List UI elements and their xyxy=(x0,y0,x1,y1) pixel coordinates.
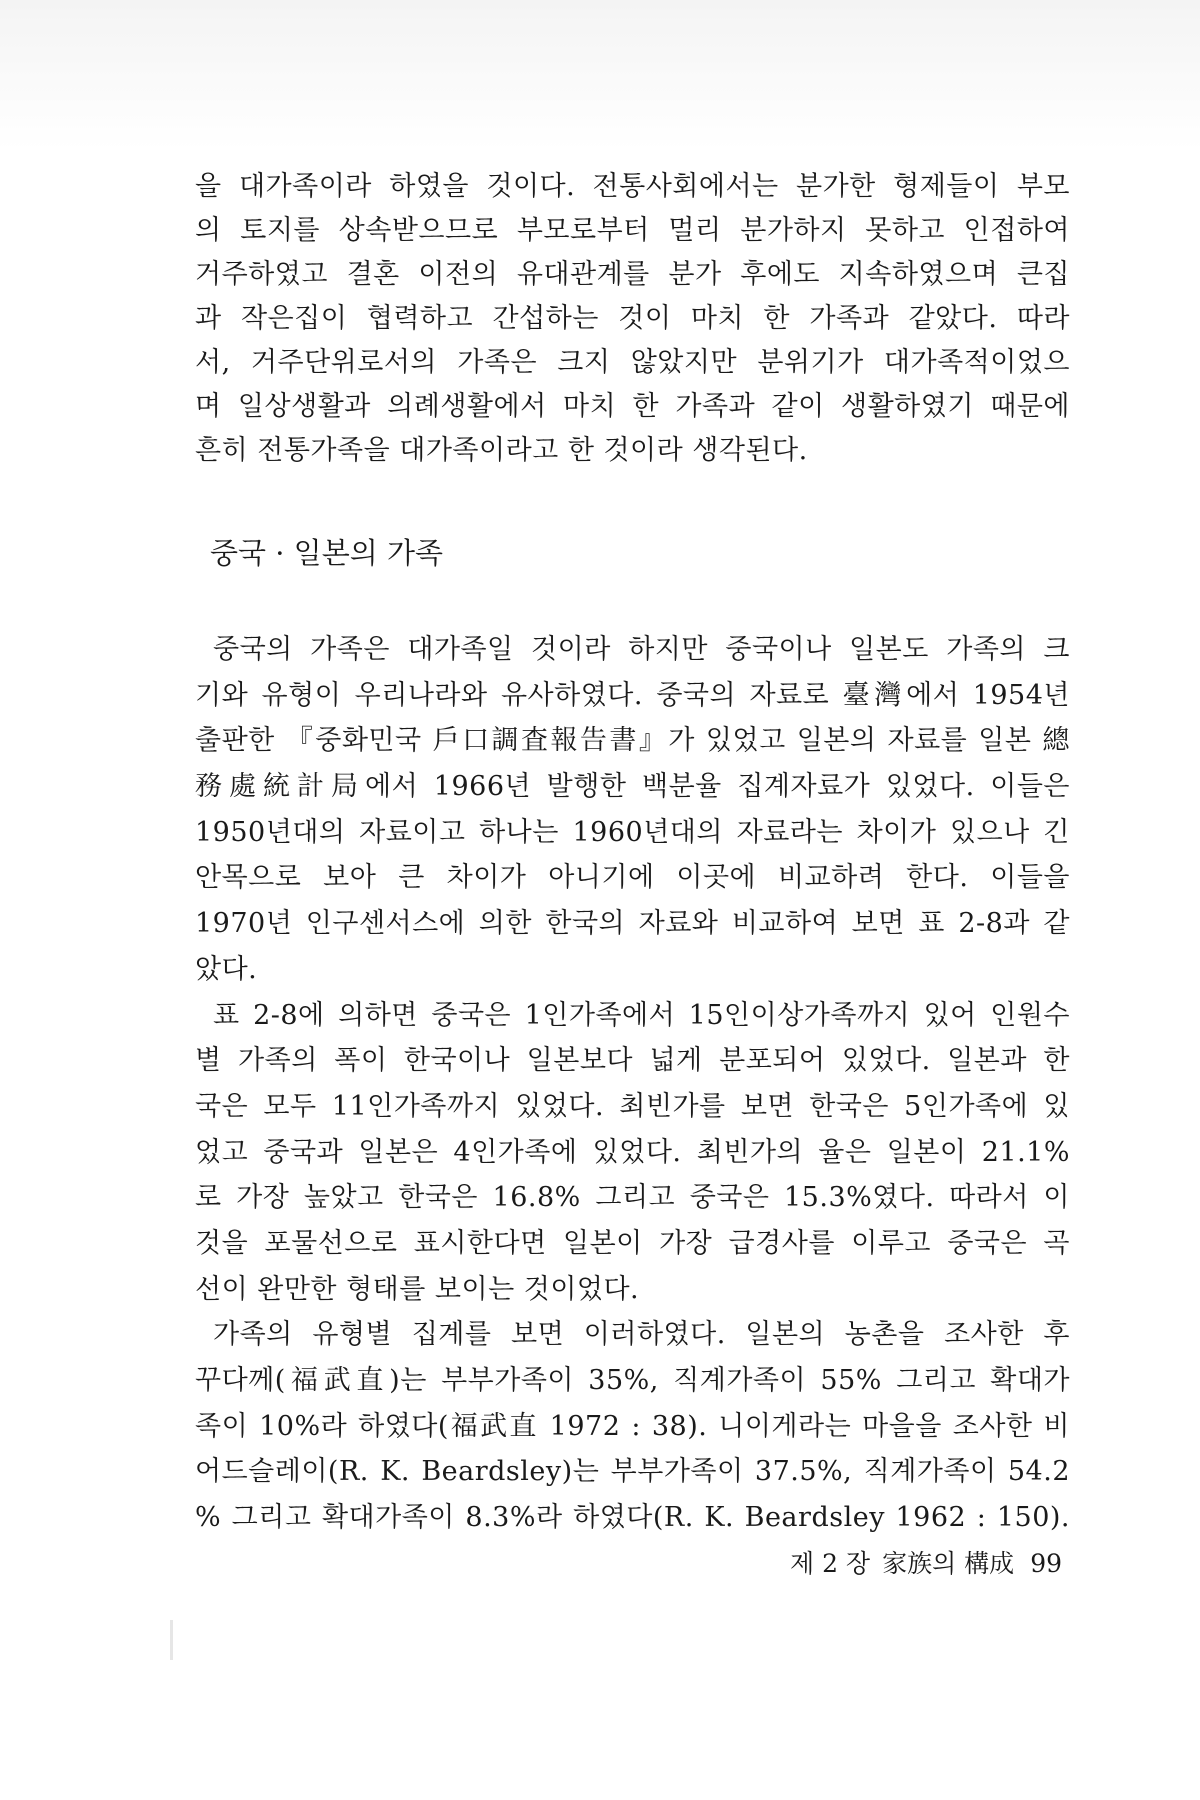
text-line: 흔히 전통가족을 대가족이라고 한 것이라 생각된다. xyxy=(195,435,808,466)
text-line: 1970년 인구센서스에 의한 한국의 자료와 비교하여 보면 표 2-8과 같 xyxy=(195,908,1070,940)
text-line: 별 가족의 폭이 한국이나 일본보다 넓게 분포되어 있었다. 일본과 한 xyxy=(195,1045,1070,1077)
text-line: 었고 중국과 일본은 4인가족에 있었다. 최빈가의 율은 일본이 21.1% xyxy=(195,1136,1070,1168)
text-line: 을 대가족이라 하였을 것이다. 전통사회에서는 분가한 형제들이 부모 xyxy=(195,171,1070,202)
chapter-title: 家族의 構成 xyxy=(882,1549,1015,1578)
text-line: 1950년대의 자료이고 하나는 1960년대의 자료라는 차이가 있으나 긴 xyxy=(195,816,1070,848)
text-line: 며 일상생활과 의례생활에서 마치 한 가족과 같이 생활하였기 때문에 xyxy=(195,391,1070,422)
scan-shading xyxy=(0,0,1200,150)
text-line: 았다. xyxy=(195,953,258,985)
text-line: 서, 거주단위로서의 가족은 크지 않았지만 분위기가 대가족적이었으 xyxy=(195,347,1070,378)
text-line: 가족의 유형별 집계를 보면 이러하였다. 일본의 농촌을 조사한 후 xyxy=(213,1319,1070,1351)
text-line: 로 가장 높았고 한국은 16.8% 그리고 중국은 15.3%였다. 따라서 이 xyxy=(195,1182,1070,1214)
scan-artifact xyxy=(170,1620,173,1660)
text-line: 선이 완만한 형태를 보이는 것이었다. xyxy=(195,1273,640,1305)
text-line: 출판한 『중화민국 戶口調査報告書』가 있었고 일본의 자료를 일본 總 xyxy=(195,725,1070,757)
intro-paragraph xyxy=(195,165,1070,473)
text-line: 어드슬레이(R. K. Beardsley)는 부부가족이 37.5%, 직계가족이 54.2 xyxy=(195,1456,1070,1488)
text-line: 중국의 가족은 대가족일 것이라 하지만 중국이나 일본도 가족의 크 xyxy=(213,634,1070,665)
section-heading: 중국 · 일본의 가족 xyxy=(210,536,443,570)
text-line: 의 토지를 상속받으므로 부모로부터 멀리 분가하지 못하고 인접하여 xyxy=(195,215,1070,246)
text-line: % 그리고 확대가족이 8.3%라 하였다(R. K. Beardsley 1962 : 150). xyxy=(195,1502,1070,1534)
text-line: 족이 10%라 하였다(福武直 1972 : 38). 니이게라는 마을을 조사한 비 xyxy=(195,1410,1070,1442)
text-line: 표 2-8에 의하면 중국은 1인가족에서 15인이상가족까지 있어 인원수 xyxy=(213,999,1071,1031)
text-line: 務處統計局에서 1966년 발행한 백분율 집계자료가 있었다. 이들은 xyxy=(195,771,1070,803)
text-line: 것을 포물선으로 표시한다면 일본이 가장 급경사를 이루고 중국은 곡 xyxy=(195,1227,1070,1259)
text-line: 과 작은집이 협력하고 간섭하는 것이 마치 한 가족과 같았다. 따라 xyxy=(195,303,1070,334)
text-line: 안목으로 보아 큰 차이가 아니기에 이곳에 비교하려 한다. 이들을 xyxy=(195,862,1070,894)
body-text xyxy=(195,627,1070,1541)
running-footer xyxy=(722,1546,1062,1582)
text-line: 거주하였고 결혼 이전의 유대관계를 분가 후에도 지속하였으며 큰집 xyxy=(195,259,1070,290)
page-number: 99 xyxy=(1030,1549,1062,1578)
text-line: 기와 유형이 우리나라와 유사하였다. 중국의 자료로 臺灣에서 1954년 xyxy=(195,679,1070,711)
text-line: 국은 모두 11인가족까지 있었다. 최빈가를 보면 한국은 5인가족에 있 xyxy=(195,1090,1070,1122)
text-line: 꾸다께(福武直)는 부부가족이 35%, 직계가족이 55% 그리고 확대가 xyxy=(195,1365,1070,1396)
chapter-label: 제 2 장 xyxy=(789,1549,871,1578)
